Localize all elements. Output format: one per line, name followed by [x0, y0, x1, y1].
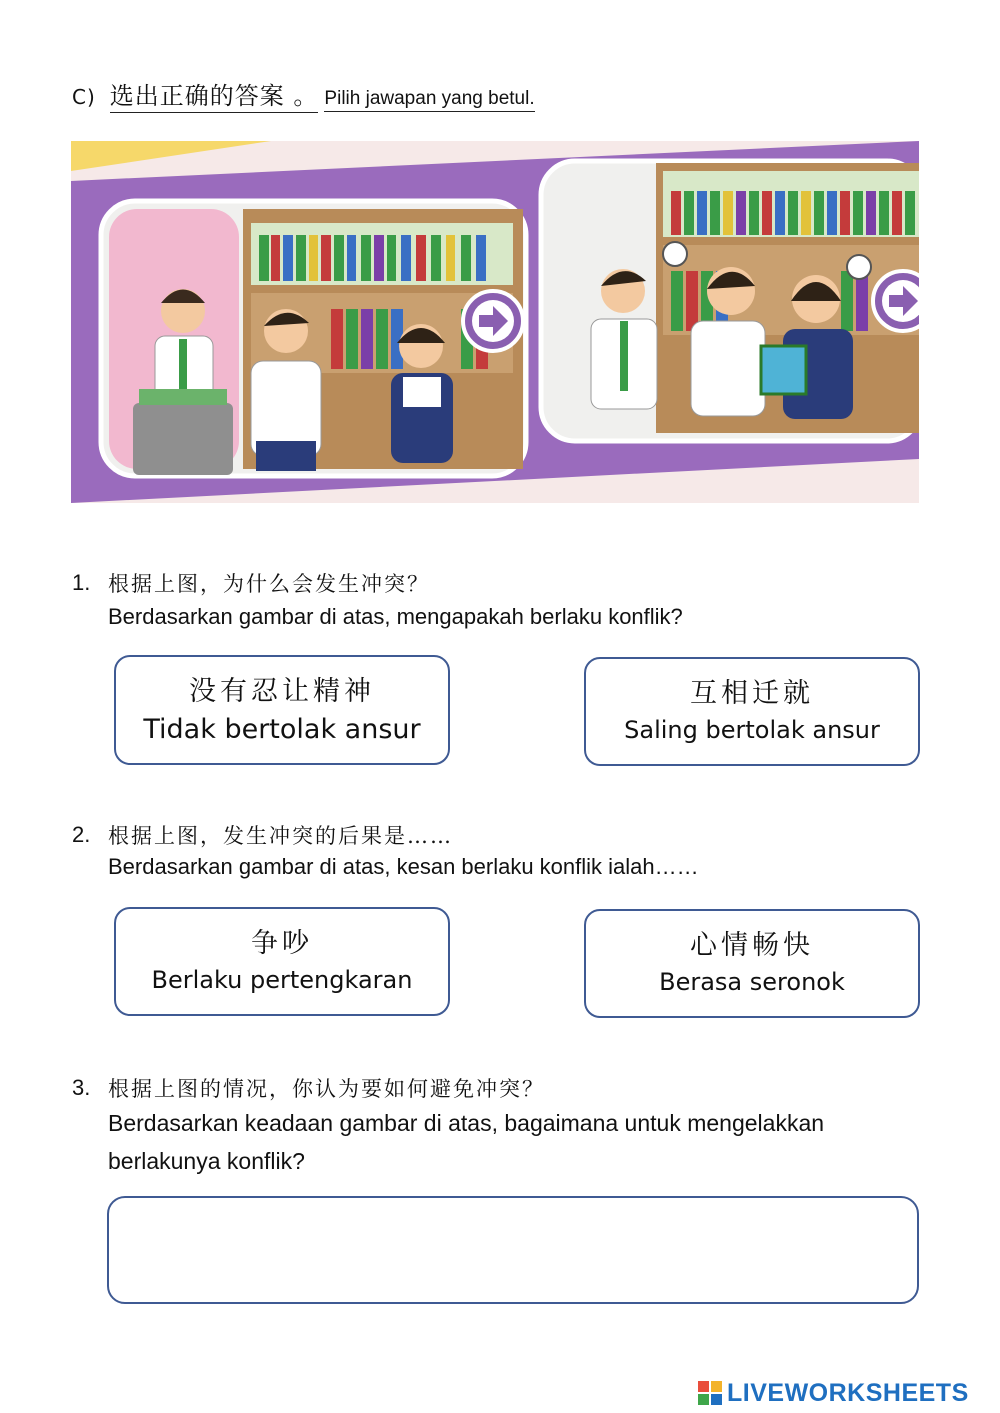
- question-text-zh: 根据上图，发生冲突的后果是……: [108, 824, 453, 848]
- arrow-right-icon: [463, 291, 523, 351]
- question-text-zh: 根据上图，为什么会发生冲突？: [108, 572, 430, 596]
- option-text-ms: Saling bertolak ansur: [624, 716, 880, 744]
- comic-panel-2: [541, 161, 919, 441]
- option-text-ms: Berasa seronok: [659, 968, 845, 996]
- section-title-zh: 选出正确的答案 。: [110, 82, 319, 113]
- library-conflict-illustration: [71, 141, 919, 503]
- q3-answer-input[interactable]: [107, 1196, 919, 1304]
- question-number: 3.: [72, 1075, 91, 1100]
- option-text-zh: 争吵: [251, 928, 313, 959]
- q1-option-a[interactable]: [114, 655, 450, 765]
- option-text-zh: 心情畅快: [690, 930, 814, 961]
- brand-name: LIVEWORKSHEETS: [727, 1378, 969, 1407]
- liveworksheets-logo-icon: [697, 1380, 723, 1406]
- comic-panel-1: [101, 201, 526, 476]
- option-text-ms: Tidak bertolak ansur: [143, 714, 421, 745]
- question-text-ms-line1: Berdasarkan keadaan gambar di atas, bagaimana untuk mengelakkan: [108, 1110, 825, 1136]
- question-text-zh: 根据上图的情况，你认为要如何避免冲突？: [108, 1077, 545, 1101]
- section-title-ms: Pilih jawapan yang betul.: [324, 88, 534, 112]
- section-header: [72, 76, 535, 111]
- section-letter: C): [72, 85, 96, 109]
- option-text-ms: Berlaku pertengkaran: [151, 966, 413, 994]
- question-number: 1.: [72, 570, 91, 595]
- question-text-ms: Berdasarkan gambar di atas, kesan berlaku konflik ialah……: [108, 854, 699, 879]
- question-text-ms: Berdasarkan gambar di atas, mengapakah berlaku konflik?: [108, 604, 683, 629]
- q2-option-b[interactable]: [584, 909, 920, 1018]
- option-text-zh: 没有忍让精神: [189, 676, 375, 707]
- arrow-right-icon: [873, 271, 919, 331]
- question-number: 2.: [72, 822, 91, 847]
- q1-option-b[interactable]: [584, 657, 920, 766]
- q2-option-a[interactable]: [114, 907, 450, 1016]
- liveworksheets-brand[interactable]: [697, 1378, 969, 1408]
- option-text-zh: 互相迁就: [690, 678, 814, 709]
- question-text-ms-line2: berlakunya konflik?: [108, 1148, 305, 1174]
